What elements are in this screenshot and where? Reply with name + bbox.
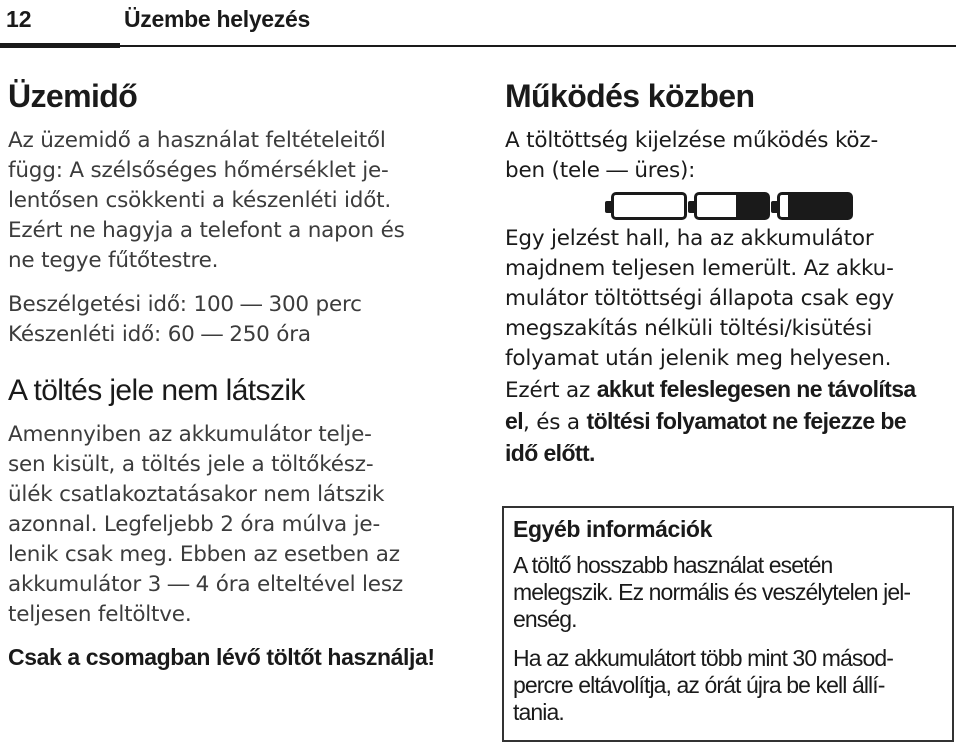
- text-line: Amennyiben az akkumulátor telje-: [8, 422, 372, 447]
- bold-instruction: idő előtt.: [505, 440, 595, 466]
- text-line: [505, 438, 955, 470]
- battery-level-icons: [505, 186, 955, 228]
- text-line: melegszik. Ez normális és veszélytelen jel-: [513, 579, 911, 605]
- header-rule: [120, 45, 956, 47]
- text-line: mulátor töltöttségi állapota csak egy: [505, 286, 895, 311]
- operation-paragraph: [505, 224, 955, 470]
- text-line: függ: A szélsőséges hőmérséklet je-: [8, 158, 389, 183]
- section-title: Üzembe helyezés: [124, 6, 310, 32]
- text-line: ben (tele ― üres):: [505, 158, 696, 183]
- text-line: lenik csak meg. Ebben az esetben az: [8, 542, 400, 567]
- right-column: [505, 78, 955, 470]
- text-line: akkumulátor 3 ― 4 óra elteltével lesz: [8, 572, 403, 597]
- text-line: A töltöttség kijelzése működés köz-: [505, 128, 879, 153]
- battery-fill: [736, 195, 768, 217]
- text-line: azonnal. Legfeljebb 2 óra múlva je-: [8, 512, 381, 537]
- text-line: majdnem teljesen lemerült. Az akku-: [505, 256, 894, 281]
- text-line: teljesen feltöltve.: [8, 602, 192, 627]
- info-box-title: Egyéb információk: [513, 516, 712, 542]
- text-line: A töltő hosszabb használat esetén: [513, 552, 833, 578]
- text-line: Egy jelzést hall, ha az akkumulátor: [505, 226, 874, 251]
- text-line: el, és a töltési folyamatot ne fejezze be: [505, 408, 907, 435]
- text-line: Az üzemidő a használat feltételeitől: [8, 128, 386, 153]
- battery-half-icon: [694, 192, 770, 220]
- text-line: Ha az akkumulátort több mint 30 másod-: [513, 645, 893, 671]
- text-line: sen kisült, a töltés jele a töltőkész-: [8, 452, 374, 477]
- text-line: Ezért ne hagyja a telefont a napon és: [8, 218, 405, 243]
- uzemido-heading: Üzemidő: [8, 78, 138, 114]
- page-header: [0, 0, 960, 52]
- info-paragraph-1: [513, 552, 944, 633]
- charging-paragraph: [8, 420, 478, 630]
- text-line: enség.: [513, 606, 577, 632]
- talk-time: Beszélgetési idő: 100 ― 300 perc: [8, 292, 362, 317]
- text-line: megszakítás nélküli töltési/kisütési: [505, 316, 873, 341]
- battery-full-icon: [777, 192, 853, 220]
- bold-instruction: el: [505, 408, 523, 434]
- uzemido-stats: [8, 290, 478, 350]
- standby-time: Készenléti idő: 60 ― 250 óra: [8, 322, 311, 347]
- left-column: [8, 78, 478, 671]
- info-paragraph-2: [513, 645, 944, 726]
- operation-intro: [505, 126, 955, 186]
- text-line: tania.: [513, 699, 564, 725]
- uzemido-paragraph: [8, 126, 478, 276]
- bold-instruction: töltési folyamatot ne fejezze be: [586, 408, 907, 434]
- bold-instruction: akkut feleslegesen ne távolítsa: [596, 376, 916, 402]
- battery-fill: [788, 195, 850, 217]
- text-line: ülék csatlakoztatásakor nem látszik: [8, 482, 385, 507]
- text-line: lentősen csökkenti a készenléti időt.: [8, 188, 392, 213]
- battery-empty-icon: [611, 192, 687, 220]
- text-line: percre eltávolítja, az órát újra be kell állí-: [513, 672, 885, 698]
- text-line: folyamat után jelenik meg helyesen.: [505, 346, 892, 371]
- text-line: Ezért az akkut feleslegesen ne távolítsa: [505, 376, 916, 403]
- charging-heading: A töltés jele nem látszik: [8, 374, 305, 407]
- info-box: [502, 506, 954, 742]
- charger-warning: Csak a csomagban lévő töltőt használja!: [8, 644, 435, 670]
- operation-heading: Működés közben: [505, 78, 755, 114]
- page-number: 12: [6, 6, 32, 32]
- header-rule-thick: [0, 43, 120, 48]
- text-line: ne tegye fűtőtestre.: [8, 248, 219, 273]
